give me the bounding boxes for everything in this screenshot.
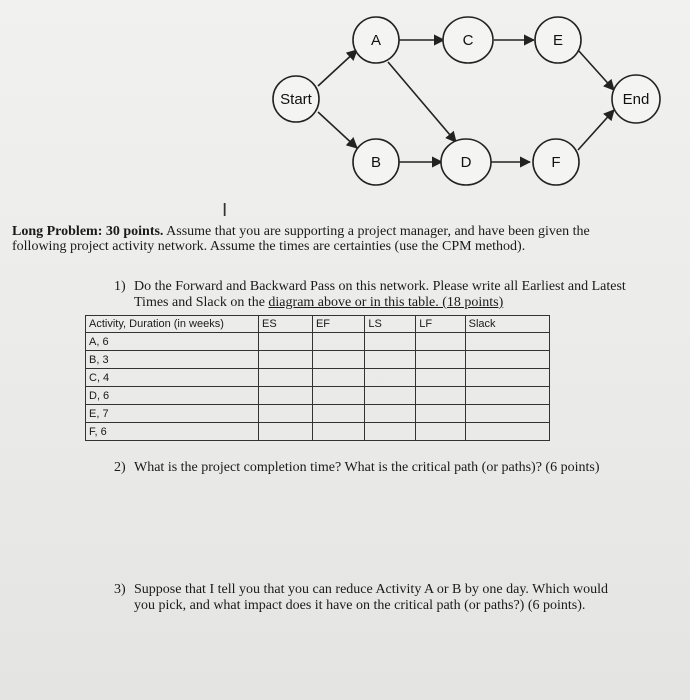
- lf-cell[interactable]: [416, 351, 465, 369]
- lf-cell[interactable]: [416, 369, 465, 387]
- text-cursor-icon: I: [222, 200, 228, 221]
- node-label-b: B: [370, 154, 382, 171]
- edge-start-a: [318, 50, 357, 86]
- ef-cell[interactable]: [312, 333, 364, 351]
- node-label-f: F: [551, 154, 561, 171]
- lf-cell[interactable]: [416, 387, 465, 405]
- node-a: [353, 17, 399, 63]
- header-ef: EF: [312, 316, 364, 333]
- ls-cell[interactable]: [365, 405, 416, 423]
- question-2: [114, 460, 614, 476]
- slack-cell[interactable]: [465, 423, 549, 441]
- activity-cell: C, 4: [86, 369, 259, 387]
- question-3-text: Suppose that I tell you that you can reduce Activity A or B by one day. Which would you pick, and what impact does it have on the critical path (or paths?) (6 points).: [134, 582, 608, 613]
- node-label-a: A: [370, 32, 382, 49]
- table-row: [86, 333, 550, 351]
- table-row: [86, 423, 550, 441]
- slack-cell[interactable]: [465, 405, 549, 423]
- edge-a-d: [388, 62, 456, 142]
- node-d: [441, 139, 491, 185]
- slack-cell[interactable]: [465, 369, 549, 387]
- header-es: ES: [259, 316, 313, 333]
- es-cell[interactable]: [259, 351, 313, 369]
- es-cell[interactable]: [259, 333, 313, 351]
- node-c: [443, 17, 493, 63]
- lf-cell[interactable]: [416, 405, 465, 423]
- slack-cell[interactable]: [465, 351, 549, 369]
- ef-cell[interactable]: [312, 369, 364, 387]
- es-cell[interactable]: [259, 405, 313, 423]
- ls-cell[interactable]: [365, 333, 416, 351]
- question-3: [114, 582, 614, 614]
- node-e: [535, 17, 581, 63]
- table-row: [86, 369, 550, 387]
- node-b: [353, 139, 399, 185]
- header-slack: Slack: [465, 316, 549, 333]
- node-label-end: End: [622, 91, 650, 108]
- node-label-start: Start: [280, 91, 312, 108]
- header-activity: Activity, Duration (in weeks): [86, 316, 259, 333]
- header-ls: LS: [365, 316, 416, 333]
- ef-cell[interactable]: [312, 405, 364, 423]
- activity-cell: D, 6: [86, 387, 259, 405]
- activity-cell: A, 6: [86, 333, 259, 351]
- table-row: [86, 387, 550, 405]
- activity-cell: B, 3: [86, 351, 259, 369]
- question-2-text: What is the project completion time? What is the critical path (or paths)? (6 points): [134, 460, 600, 475]
- ef-cell[interactable]: [312, 423, 364, 441]
- activity-cell: F, 6: [86, 423, 259, 441]
- question-1: [114, 279, 634, 311]
- node-label-e: E: [552, 32, 564, 49]
- header-lf: LF: [416, 316, 465, 333]
- ef-cell[interactable]: [312, 387, 364, 405]
- problem-statement: [12, 224, 632, 254]
- es-cell[interactable]: [259, 387, 313, 405]
- activity-network-diagram: [0, 0, 690, 200]
- slack-cell[interactable]: [465, 387, 549, 405]
- ls-cell[interactable]: [365, 369, 416, 387]
- edge-f-end: [578, 110, 614, 150]
- activity-cell: E, 7: [86, 405, 259, 423]
- ls-cell[interactable]: [365, 351, 416, 369]
- question-1-number: 1): [114, 279, 126, 294]
- problem-heading: Long Problem: 30 points.: [12, 224, 164, 239]
- slack-cell[interactable]: [465, 333, 549, 351]
- ls-cell[interactable]: [365, 423, 416, 441]
- ef-cell[interactable]: [312, 351, 364, 369]
- node-f: [533, 139, 579, 185]
- es-cell[interactable]: [259, 369, 313, 387]
- lf-cell[interactable]: [416, 333, 465, 351]
- node-label-d: D: [460, 154, 472, 171]
- node-end: [612, 75, 660, 123]
- table-header-row: [86, 316, 550, 333]
- node-start: [273, 76, 319, 122]
- node-label-c: C: [462, 32, 474, 49]
- question-1-text-underlined: diagram above or in this table. (18 points): [268, 295, 504, 310]
- question-1-text: Do the Forward and Backward Pass on this network. Please write all Earliest and Latest Times and Slack on the: [134, 279, 626, 310]
- table-row: [86, 351, 550, 369]
- edge-start-b: [318, 112, 357, 148]
- question-2-number: 2): [114, 460, 126, 475]
- table-row: [86, 405, 550, 423]
- activity-table: [85, 315, 550, 441]
- question-3-number: 3): [114, 582, 126, 597]
- ls-cell[interactable]: [365, 387, 416, 405]
- lf-cell[interactable]: [416, 423, 465, 441]
- edge-e-end: [578, 50, 614, 90]
- es-cell[interactable]: [259, 423, 313, 441]
- problem-text: Assume that you are supporting a project manager, and have been given the following project activity network. Assume the times are certainties (use the CPM method).: [12, 224, 590, 254]
